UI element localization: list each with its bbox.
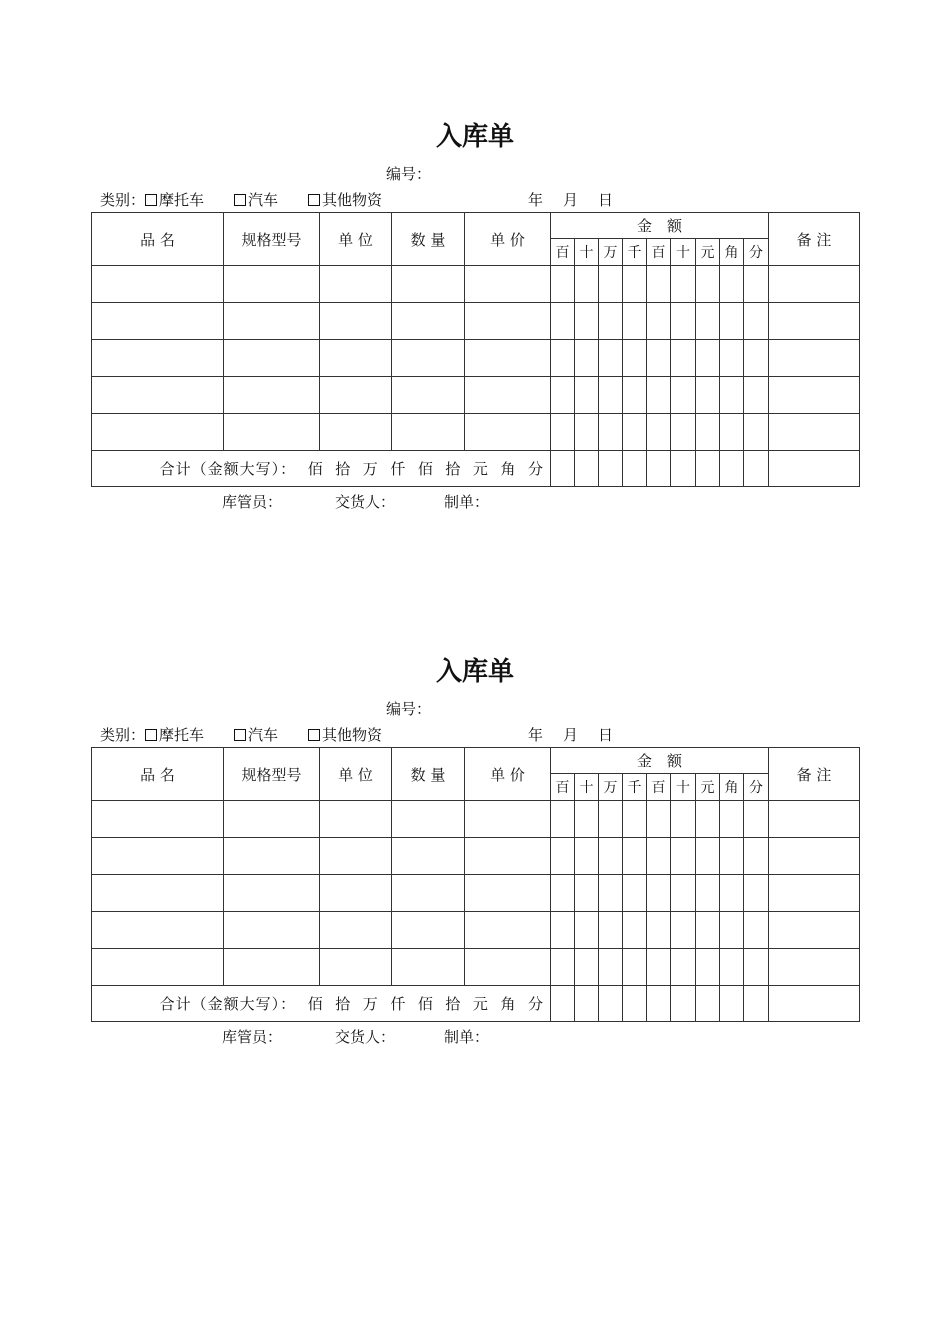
category-option-other[interactable]: 其他物资 <box>308 189 382 210</box>
entry-table <box>91 747 860 1022</box>
table-row[interactable] <box>92 266 860 303</box>
signature-keeper: 库管员： <box>222 1028 283 1046</box>
digit-header: 万 <box>599 239 623 266</box>
table-row[interactable] <box>92 414 860 451</box>
table-row[interactable] <box>92 838 860 875</box>
total-label: 合计（金额大写）： 佰 拾 万 仟 佰 拾 元 角 分 <box>92 451 551 487</box>
header-price: 单 价 <box>465 213 551 266</box>
signature-preparer: 制单： <box>444 493 490 511</box>
digit-header: 千 <box>623 239 647 266</box>
digit-header: 分 <box>744 239 769 266</box>
category-label: 类别： <box>100 191 146 209</box>
date-line <box>528 189 633 210</box>
checkbox-icon[interactable] <box>145 729 157 741</box>
category-option-car[interactable]: 汽车 <box>234 189 278 210</box>
digit-header: 百 <box>647 239 671 266</box>
number-label: 编号： <box>386 700 432 718</box>
number-label: 编号： <box>386 165 432 183</box>
table-row[interactable] <box>92 912 860 949</box>
signature-preparer: 制单： <box>444 1028 490 1046</box>
header-name: 品 名 <box>92 748 224 801</box>
digit-header: 十 <box>671 239 696 266</box>
date-month: 月 <box>563 726 579 744</box>
digit-header: 角 <box>720 239 744 266</box>
header-unit: 单 位 <box>320 213 392 266</box>
header-qty: 数 量 <box>392 748 465 801</box>
table-row[interactable] <box>92 377 860 414</box>
total-row <box>92 986 860 1022</box>
checkbox-icon[interactable] <box>308 729 320 741</box>
category-label: 类别： <box>100 726 146 744</box>
date-line <box>528 724 633 745</box>
checkbox-icon[interactable] <box>234 729 246 741</box>
header-price: 单 价 <box>465 748 551 801</box>
digit-header: 百 <box>551 239 575 266</box>
header-name: 品 名 <box>92 213 224 266</box>
total-label: 合计（金额大写）： 佰 拾 万 仟 佰 拾 元 角 分 <box>92 986 551 1022</box>
entry-table <box>91 212 860 487</box>
digit-header: 分 <box>744 774 769 801</box>
table-row[interactable] <box>92 949 860 986</box>
table-row[interactable] <box>92 875 860 912</box>
date-day: 日 <box>598 726 614 744</box>
digit-header: 百 <box>551 774 575 801</box>
checkbox-icon[interactable] <box>234 194 246 206</box>
category-option-motorcycle[interactable]: 摩托车 <box>145 724 204 745</box>
digit-header: 十 <box>671 774 696 801</box>
header-remark: 备 注 <box>769 213 860 266</box>
digit-header: 千 <box>623 774 647 801</box>
header-remark: 备 注 <box>769 748 860 801</box>
header-spec: 规格型号 <box>224 748 320 801</box>
category-option-motorcycle[interactable]: 摩托车 <box>145 189 204 210</box>
checkbox-icon[interactable] <box>145 194 157 206</box>
form-title: 入库单 <box>435 657 514 687</box>
category-option-car[interactable]: 汽车 <box>234 724 278 745</box>
total-row <box>92 451 860 487</box>
date-day: 日 <box>598 191 614 209</box>
form-title: 入库单 <box>435 122 514 152</box>
date-month: 月 <box>563 191 579 209</box>
signature-deliverer: 交货人： <box>335 493 396 511</box>
header-amount: 金 额 <box>551 213 769 239</box>
date-year: 年 <box>528 191 544 209</box>
digit-header: 百 <box>647 774 671 801</box>
table-row[interactable] <box>92 801 860 838</box>
signature-deliverer: 交货人： <box>335 1028 396 1046</box>
digit-header: 万 <box>599 774 623 801</box>
digit-header: 元 <box>696 239 720 266</box>
digit-header: 角 <box>720 774 744 801</box>
checkbox-icon[interactable] <box>308 194 320 206</box>
digit-header: 十 <box>575 774 599 801</box>
digit-header: 元 <box>696 774 720 801</box>
header-amount: 金 额 <box>551 748 769 774</box>
category-option-other[interactable]: 其他物资 <box>308 724 382 745</box>
category-line <box>100 189 412 210</box>
table-row[interactable] <box>92 340 860 377</box>
header-qty: 数 量 <box>392 213 465 266</box>
date-year: 年 <box>528 726 544 744</box>
digit-header: 十 <box>575 239 599 266</box>
signature-keeper: 库管员： <box>222 493 283 511</box>
header-spec: 规格型号 <box>224 213 320 266</box>
category-line <box>100 724 412 745</box>
header-unit: 单 位 <box>320 748 392 801</box>
table-row[interactable] <box>92 303 860 340</box>
